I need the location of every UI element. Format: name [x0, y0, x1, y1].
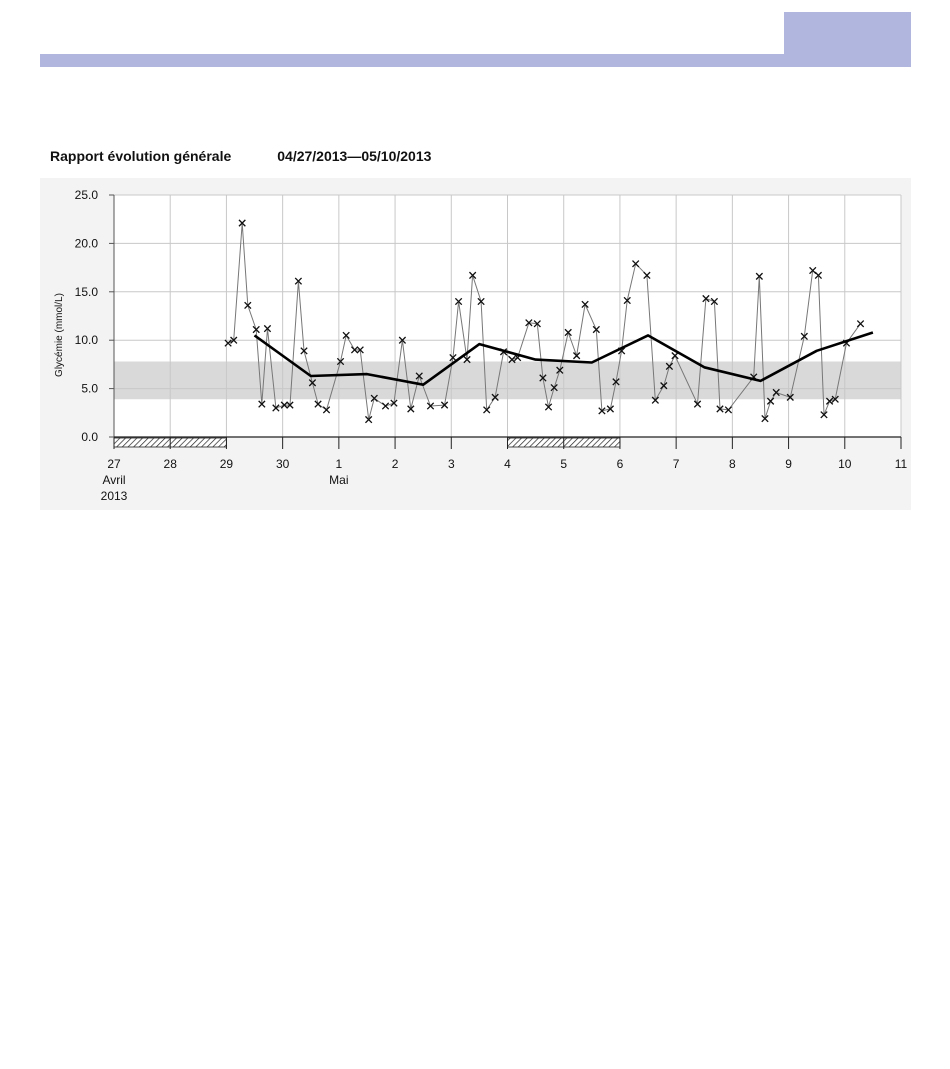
y-axis-label: Glycémie (mmol/L) — [54, 293, 65, 377]
x-tick-label: 11 — [894, 457, 908, 471]
report-heading — [50, 148, 431, 164]
x-tick-label: 1 — [335, 457, 343, 471]
glucose-trend-chart — [40, 178, 911, 510]
x-tick-label: 3 — [447, 457, 455, 471]
header-tab — [784, 12, 911, 67]
x-tick-label: 10 — [838, 457, 852, 471]
chart-panel — [40, 178, 911, 510]
report-date-range: 04/27/2013—05/10/2013 — [277, 148, 432, 164]
x-tick-year: 2013 — [100, 489, 128, 503]
y-tick-label: 15.0 — [74, 284, 98, 299]
x-tick-label: 6 — [616, 457, 624, 471]
x-tick-month: Avril — [102, 473, 126, 487]
x-tick-month: Mai — [329, 473, 349, 487]
x-tick-label: 27 — [107, 457, 121, 471]
x-tick-label: 4 — [504, 457, 511, 471]
y-tick-label: 20.0 — [74, 236, 98, 251]
x-tick-label: 30 — [275, 457, 290, 471]
header-band — [40, 54, 911, 67]
y-tick-label: 25.0 — [74, 188, 98, 202]
y-tick-label: 0.0 — [81, 430, 98, 444]
x-tick-label: 7 — [672, 457, 680, 471]
x-tick-label: 9 — [785, 457, 792, 471]
y-tick-label: 5.0 — [81, 381, 98, 396]
x-tick-label: 2 — [391, 457, 399, 471]
x-tick-label: 8 — [729, 457, 736, 471]
x-tick-label: 29 — [219, 457, 234, 471]
y-tick-label: 10.0 — [74, 333, 98, 348]
x-tick-label: 5 — [560, 457, 568, 471]
x-tick-label: 28 — [163, 457, 177, 471]
report-title: Rapport évolution générale — [50, 148, 232, 164]
